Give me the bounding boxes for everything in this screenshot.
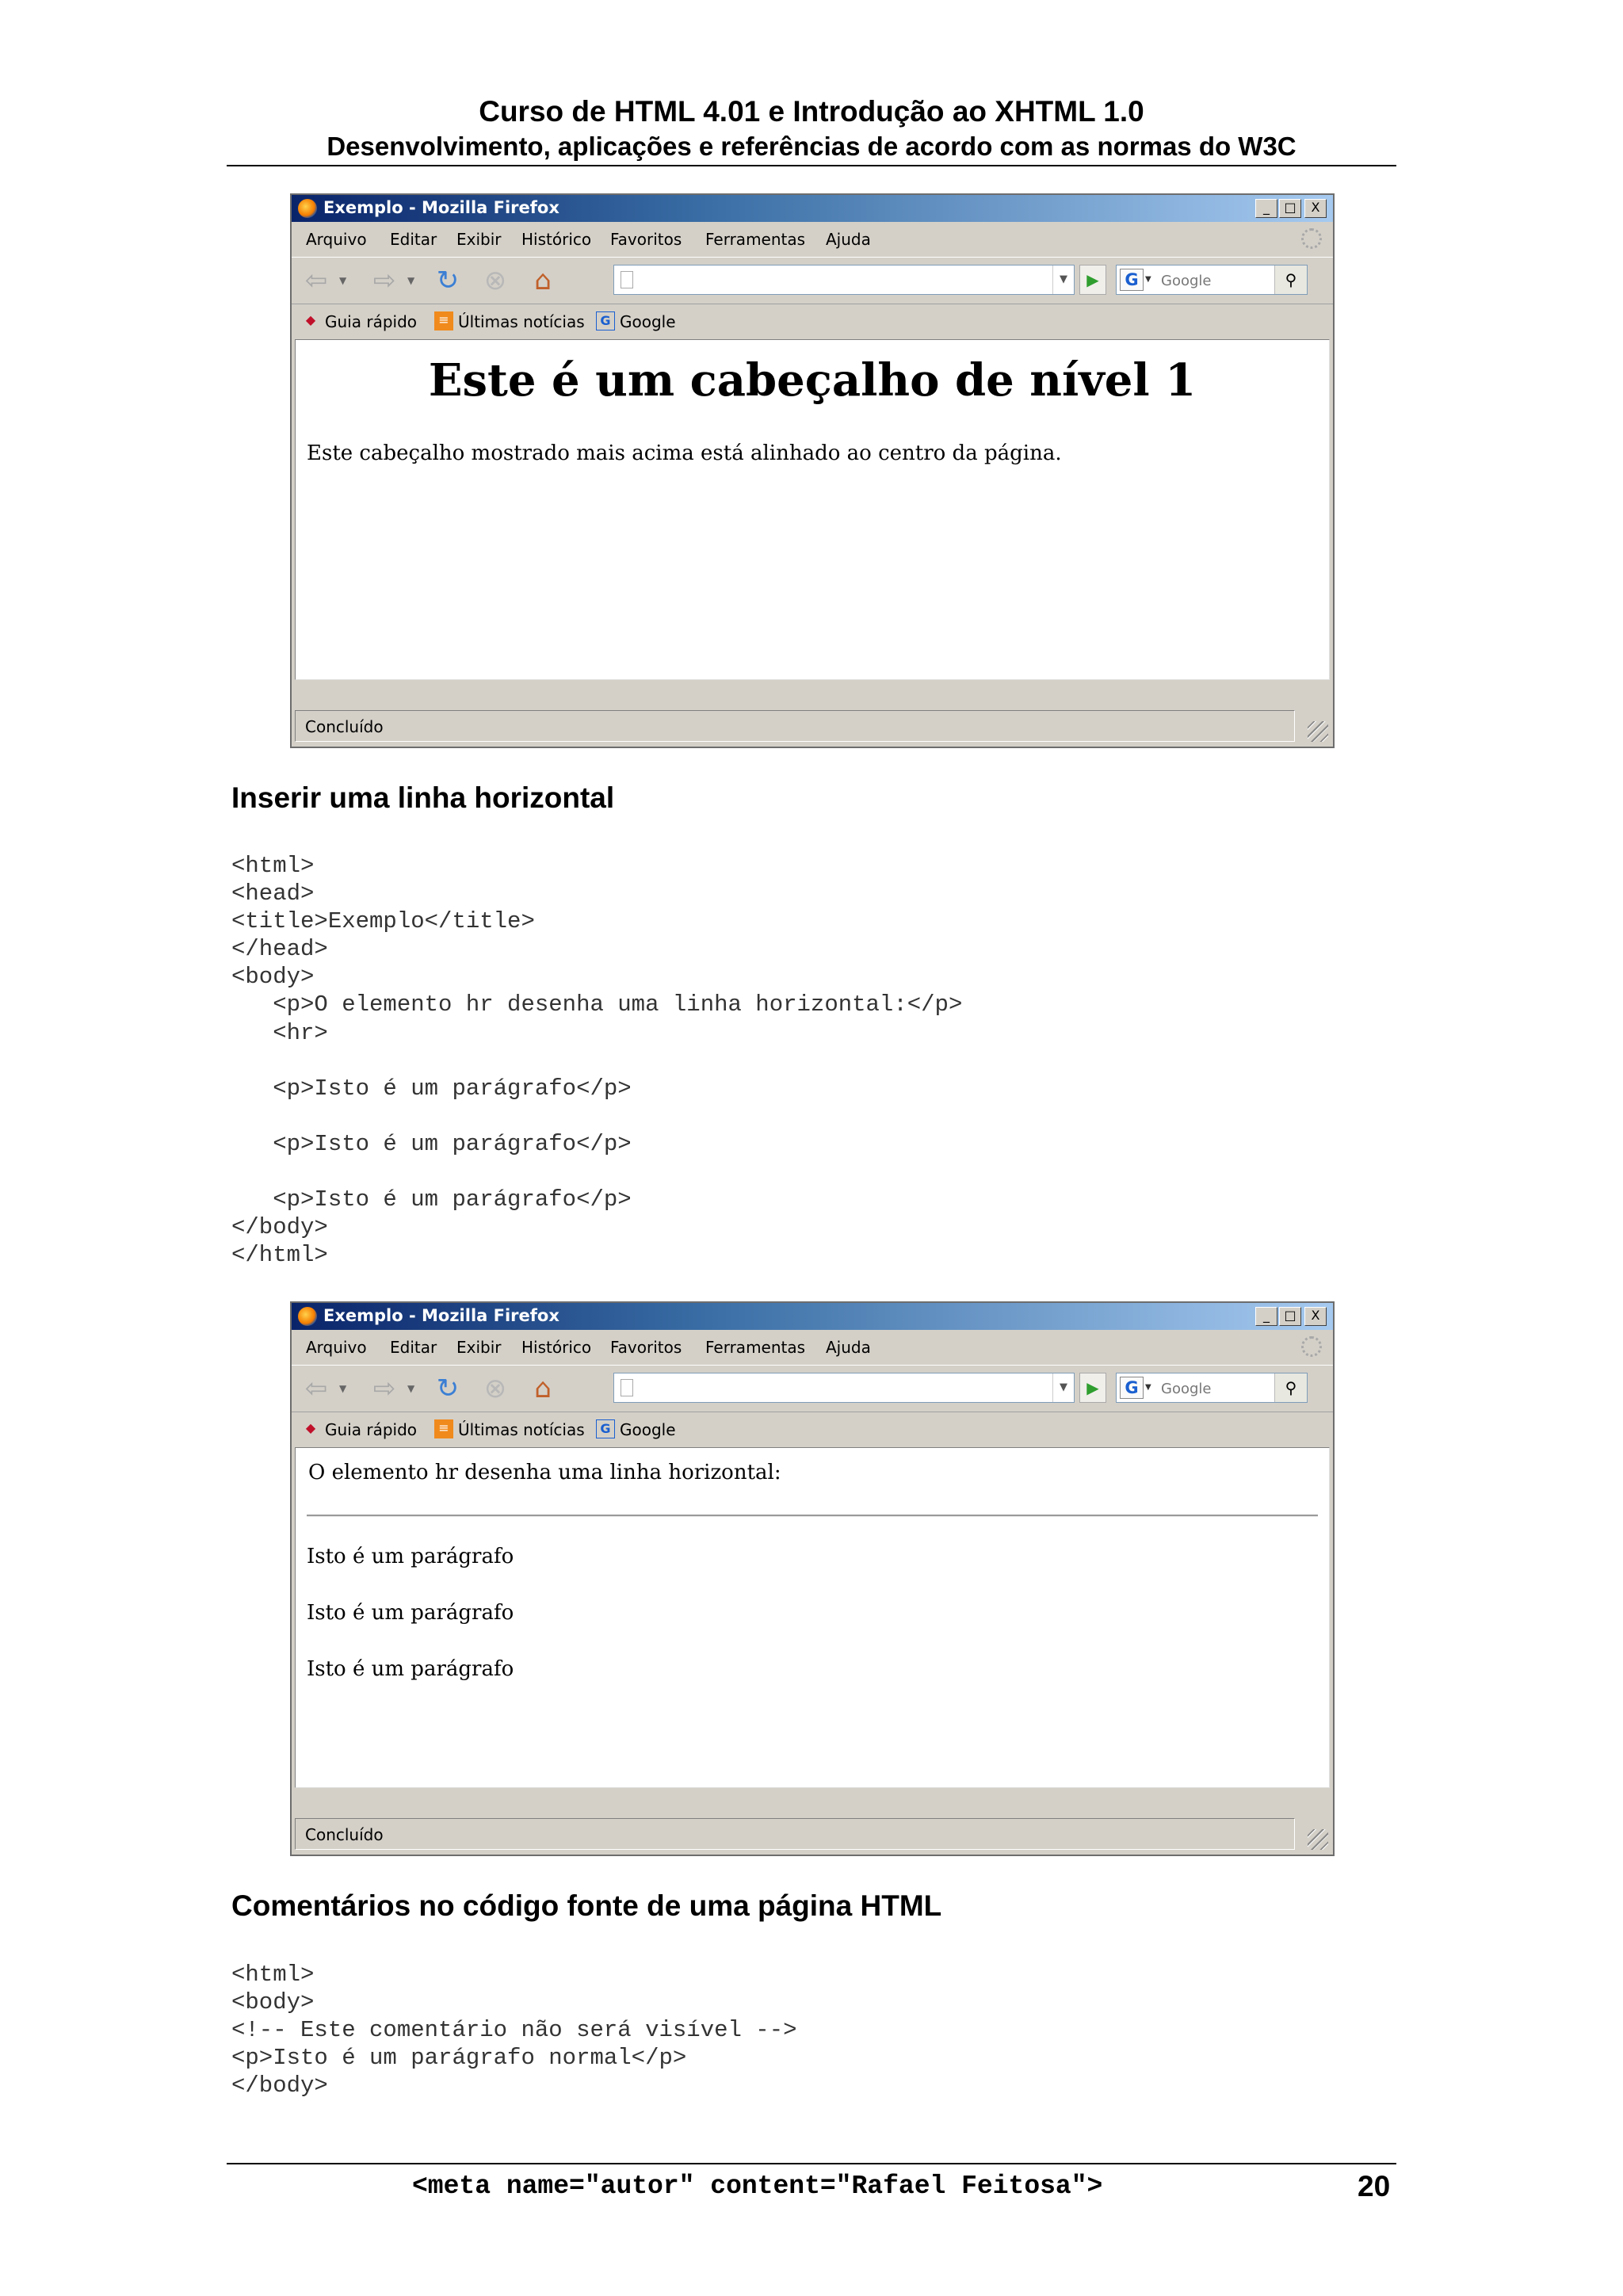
menu-editar[interactable]: Editar <box>390 1338 437 1357</box>
search-placeholder: Google <box>1161 1381 1212 1397</box>
url-dropdown-icon[interactable]: ▼ <box>1052 1373 1074 1402</box>
menu-exibir[interactable]: Exibir <box>456 230 502 249</box>
firefox-logo-icon <box>298 199 317 218</box>
reload-icon[interactable]: ↻ <box>436 265 460 296</box>
bookmark-google[interactable]: Google <box>620 312 676 331</box>
magnifier-icon[interactable]: ⚲ <box>1274 1373 1307 1402</box>
rendered-paragraph: Este cabeçalho mostrado mais acima está alinhado ao centro da página. <box>307 441 1062 465</box>
window-title: Exemplo - Mozilla Firefox <box>323 198 559 217</box>
close-button[interactable]: X <box>1304 199 1327 218</box>
go-arrow-icon[interactable]: ▶ <box>1079 1373 1106 1403</box>
menu-editar[interactable]: Editar <box>390 230 437 249</box>
code-listing-hr: <html> <head> <title>Exemplo</title> </head> <body> <p>O elemento hr desenha uma linha horizontal:</p> <hr> <p>Isto é um parágrafo</p> <p>Isto é um parágrafo</p> <p>Isto é um parágrafo</p> </body> </html> <box>231 853 963 1269</box>
go-arrow-icon[interactable]: ▶ <box>1079 265 1106 295</box>
throbber-icon <box>1301 228 1322 249</box>
document-title: Curso de HTML 4.01 e Introdução ao XHTML 1.0 <box>479 95 1144 128</box>
firefox-logo-icon <box>298 1307 317 1326</box>
reload-icon[interactable]: ↻ <box>436 1373 460 1404</box>
menu-favoritos[interactable]: Favoritos <box>610 1338 682 1357</box>
close-button[interactable]: X <box>1304 1307 1327 1326</box>
page-icon <box>621 271 633 288</box>
search-box[interactable] <box>1116 1373 1308 1403</box>
menu-historico[interactable]: Histórico <box>521 1338 592 1357</box>
forward-dropdown-icon[interactable]: ▼ <box>407 1383 415 1394</box>
section-heading-horizontal-line: Inserir uma linha horizontal <box>231 781 615 814</box>
footer-divider <box>227 2163 1396 2164</box>
bookmark-guia-rapido[interactable]: Guia rápido <box>325 1420 418 1439</box>
bookmark-google[interactable]: Google <box>620 1420 676 1439</box>
status-text: Concluído <box>305 717 384 736</box>
google-engine-icon[interactable]: G <box>1120 1377 1144 1399</box>
guia-rapido-icon: ◆ <box>305 312 316 327</box>
resize-grip-icon[interactable] <box>1308 1829 1328 1850</box>
search-box[interactable] <box>1116 265 1308 295</box>
home-icon[interactable]: ⌂ <box>534 1373 552 1404</box>
rss-feed-icon: ≡ <box>434 1419 453 1438</box>
menu-exibir[interactable]: Exibir <box>456 1338 502 1357</box>
menu-bar <box>292 1331 1333 1363</box>
magnifier-icon[interactable]: ⚲ <box>1274 266 1307 294</box>
search-placeholder: Google <box>1161 273 1212 289</box>
bookmarks-toolbar <box>292 304 1333 338</box>
page-viewport <box>295 339 1330 680</box>
status-text: Concluído <box>305 1825 384 1844</box>
bookmark-guia-rapido[interactable]: Guia rápido <box>325 312 418 331</box>
section-heading-comments: Comentários no código fonte de uma página HTML <box>231 1889 942 1922</box>
minimize-button[interactable]: _ <box>1255 1307 1277 1326</box>
google-bookmark-icon: G <box>596 311 615 330</box>
maximize-button[interactable]: □ <box>1279 1307 1301 1326</box>
guia-rapido-icon: ◆ <box>305 1420 316 1435</box>
rendered-paragraph-1: Isto é um parágrafo <box>307 1545 514 1568</box>
google-bookmark-icon: G <box>596 1419 615 1438</box>
rendered-paragraph-3: Isto é um parágrafo <box>307 1657 514 1681</box>
address-bar[interactable] <box>613 265 1075 295</box>
resize-grip-icon[interactable] <box>1308 721 1328 742</box>
menu-arquivo[interactable]: Arquivo <box>306 1338 367 1357</box>
forward-dropdown-icon[interactable]: ▼ <box>407 275 415 286</box>
back-arrow-icon[interactable]: ⇦ <box>304 1373 328 1404</box>
menu-ferramentas[interactable]: Ferramentas <box>705 230 806 249</box>
window-title: Exemplo - Mozilla Firefox <box>323 1306 559 1325</box>
menu-ajuda[interactable]: Ajuda <box>826 230 871 249</box>
code-listing-comments: <html> <body> <!-- Este comentário não será visível --> <p>Isto é um parágrafo normal</p> </body> <box>231 1962 797 2099</box>
home-icon[interactable]: ⌂ <box>534 265 552 296</box>
back-dropdown-icon[interactable]: ▼ <box>339 1383 347 1394</box>
back-arrow-icon[interactable]: ⇦ <box>304 265 328 296</box>
browser-window-1 <box>290 193 1335 748</box>
page-icon <box>621 1379 633 1396</box>
status-bar <box>295 1818 1295 1850</box>
minimize-button[interactable]: _ <box>1255 199 1277 218</box>
menu-bar <box>292 223 1333 255</box>
maximize-button[interactable]: □ <box>1279 199 1301 218</box>
throbber-icon <box>1301 1336 1322 1357</box>
rendered-intro-paragraph: O elemento hr desenha uma linha horizontal: <box>308 1461 781 1484</box>
header-divider <box>227 165 1396 166</box>
forward-arrow-icon[interactable]: ⇨ <box>372 265 396 296</box>
engine-dropdown-icon[interactable]: ▼ <box>1145 1383 1151 1392</box>
bookmark-ultimas-noticias[interactable]: Últimas notícias <box>458 312 585 331</box>
navigation-toolbar <box>292 1365 1333 1412</box>
url-dropdown-icon[interactable]: ▼ <box>1052 266 1074 294</box>
menu-ferramentas[interactable]: Ferramentas <box>705 1338 806 1357</box>
page-number: 20 <box>1358 2170 1391 2202</box>
rendered-heading-h1: Este é um cabeçalho de nível 1 <box>428 354 1197 407</box>
rendered-paragraph-2: Isto é um parágrafo <box>307 1601 514 1625</box>
browser-window-2 <box>290 1301 1335 1856</box>
status-bar <box>295 710 1295 742</box>
document-subtitle: Desenvolvimento, aplicações e referências de acordo com as normas do W3C <box>327 132 1296 161</box>
rendered-horizontal-rule <box>307 1515 1318 1517</box>
forward-arrow-icon[interactable]: ⇨ <box>372 1373 396 1404</box>
window-titlebar <box>292 1303 1333 1330</box>
stop-icon[interactable]: ⊗ <box>483 1373 507 1404</box>
menu-historico[interactable]: Histórico <box>521 230 592 249</box>
bookmark-ultimas-noticias[interactable]: Últimas notícias <box>458 1420 585 1439</box>
menu-favoritos[interactable]: Favoritos <box>610 230 682 249</box>
google-engine-icon[interactable]: G <box>1120 269 1144 291</box>
back-dropdown-icon[interactable]: ▼ <box>339 275 347 286</box>
rss-feed-icon: ≡ <box>434 311 453 330</box>
footer-meta-tag: <meta name="autor" content="Rafael Feitosa"> <box>412 2172 1103 2201</box>
menu-arquivo[interactable]: Arquivo <box>306 230 367 249</box>
window-titlebar <box>292 195 1333 222</box>
page-viewport <box>295 1447 1330 1788</box>
engine-dropdown-icon[interactable]: ▼ <box>1145 275 1151 284</box>
menu-ajuda[interactable]: Ajuda <box>826 1338 871 1357</box>
navigation-toolbar <box>292 257 1333 304</box>
bookmarks-toolbar <box>292 1412 1333 1446</box>
address-bar[interactable] <box>613 1373 1075 1403</box>
stop-icon[interactable]: ⊗ <box>483 265 507 296</box>
